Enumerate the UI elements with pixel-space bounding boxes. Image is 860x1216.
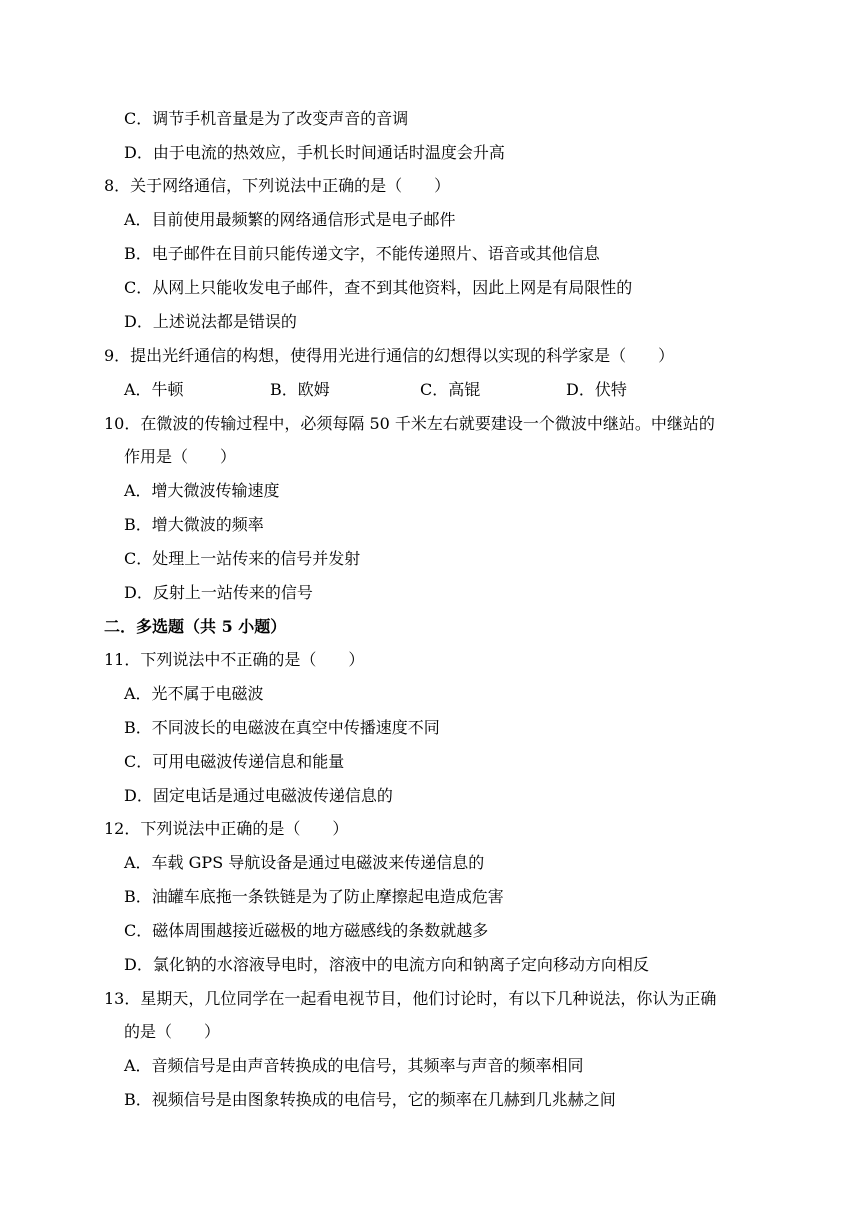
q9-option-a: A．牛顿 — [124, 380, 184, 399]
q7-option-d: D．由于电流的热效应，手机长时间通话时温度会升高 — [124, 143, 505, 162]
q9-stem: 9．提出光纤通信的构想，使得用光进行通信的幻想得以实现的科学家是（ ） — [104, 346, 675, 365]
q12-stem: 12．下列说法中正确的是（ ） — [104, 819, 349, 838]
q12-option-a: A．车载 GPS 导航设备是通过电磁波来传递信息的 — [124, 853, 485, 872]
q10-stem-line1: 10．在微波的传输过程中，必须每隔 50 千米左右就要建设一个微波中继站。中继站的 — [104, 414, 715, 433]
q10-option-a: A．增大微波传输速度 — [124, 481, 280, 500]
q8-stem: 8．关于网络通信，下列说法中正确的是（ ） — [104, 176, 451, 195]
q11-option-a: A．光不属于电磁波 — [124, 684, 264, 703]
q12-option-c: C．磁体周围越接近磁极的地方磁感线的条数就越多 — [124, 921, 489, 940]
q13-option-b: B．视频信号是由图象转换成的电信号，它的频率在几赫到几兆赫之间 — [124, 1090, 616, 1109]
q9-option-b: B．欧姆 — [270, 380, 330, 399]
q10-option-b: B．增大微波的频率 — [124, 515, 264, 534]
q13-stem-line2: 的是（ ） — [124, 1022, 221, 1041]
q11-option-b: B．不同波长的电磁波在真空中传播速度不同 — [124, 718, 440, 737]
q11-option-d: D．固定电话是通过电磁波传递信息的 — [124, 786, 393, 805]
q9-option-c: C．高锟 — [420, 380, 481, 399]
q10-option-c: C．处理上一站传来的信号并发射 — [124, 549, 361, 568]
q11-option-c: C．可用电磁波传递信息和能量 — [124, 752, 345, 771]
q11-stem: 11．下列说法中不正确的是（ ） — [104, 650, 365, 669]
q13-stem-line1: 13．星期天，几位同学在一起看电视节目，他们讨论时，有以下几种说法，你认为正确 — [104, 989, 717, 1008]
q8-option-a: A．目前使用最频繁的网络通信形式是电子邮件 — [124, 210, 456, 229]
q13-option-a: A．音频信号是由声音转换成的电信号，其频率与声音的频率相同 — [124, 1056, 584, 1075]
q8-option-b: B．电子邮件在目前只能传递文字，不能传递照片、语音或其他信息 — [124, 244, 600, 263]
q10-stem-line2: 作用是（ ） — [124, 447, 237, 466]
q8-option-d: D．上述说法都是错误的 — [124, 312, 297, 331]
section-title-multiple-choice: 二．多选题（共 5 小题） — [104, 617, 287, 636]
q12-option-b: B．油罐车底拖一条铁链是为了防止摩擦起电造成危害 — [124, 887, 504, 906]
q8-option-c: C．从网上只能收发电子邮件，查不到其他资料，因此上网是有局限性的 — [124, 278, 633, 297]
q9-option-d: D．伏特 — [566, 380, 627, 399]
q10-option-d: D．反射上一站传来的信号 — [124, 583, 313, 602]
q7-option-c: C．调节手机音量是为了改变声音的音调 — [124, 109, 409, 128]
q12-option-d: D．氯化钠的水溶液导电时，溶液中的电流方向和钠离子定向移动方向相反 — [124, 955, 649, 974]
